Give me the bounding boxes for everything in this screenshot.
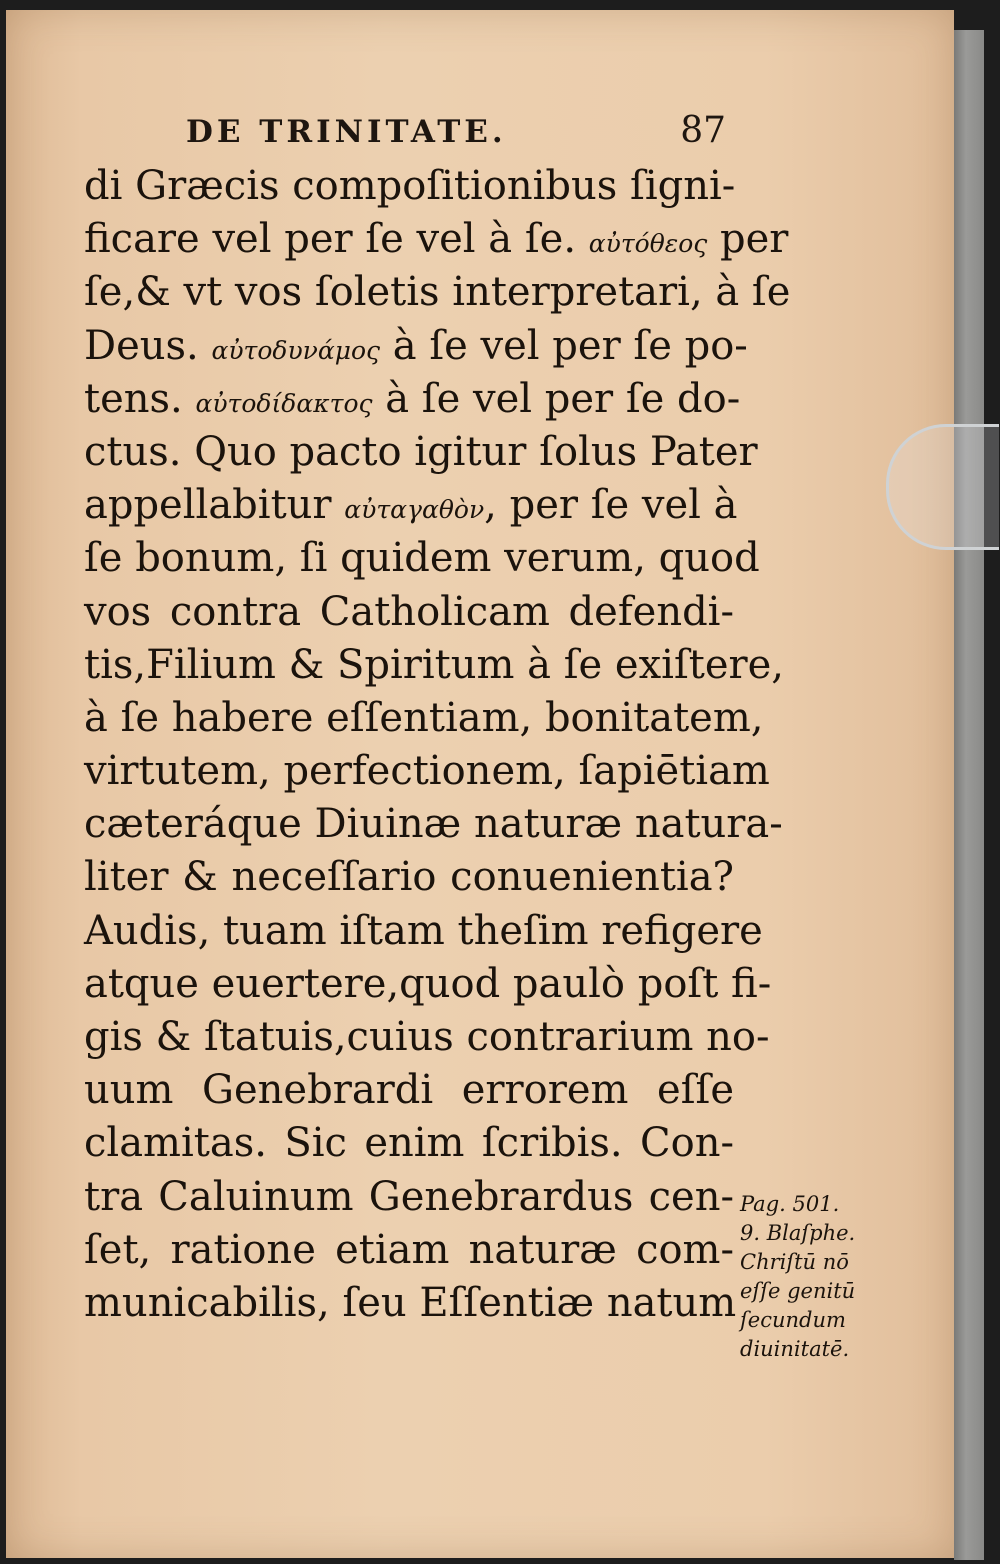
text-line: [84, 320, 748, 373]
marginal-line: 9. Blaſphe.: [740, 1221, 856, 1245]
text-line: [84, 1064, 734, 1117]
text-line: [84, 160, 734, 213]
marginal-note: [740, 1190, 890, 1364]
text-run: à ſe vel per ſe po-: [380, 322, 748, 369]
text-run: ficare vel per ſe vel à ſe.: [84, 216, 589, 263]
text-run: à ſe vel per ſe do-: [372, 375, 741, 422]
text-run: clamitas. Sic enim ſcribis. Con-: [84, 1120, 734, 1167]
text-run: tra Caluinum Genebrardus cen-: [84, 1173, 734, 1220]
greek-word: αὐταγαθὸν: [344, 495, 485, 525]
text-line: [84, 426, 758, 479]
paper-clip: [886, 424, 999, 550]
marginal-line: eſſe genitū: [740, 1279, 856, 1303]
book-page: [6, 10, 954, 1558]
text-line: [84, 1277, 737, 1330]
text-run: Deus.: [84, 322, 212, 369]
text-run: tens.: [84, 375, 196, 422]
text-line: [84, 266, 791, 319]
text-run: di Græcis compoſitionibus ſigni-: [84, 163, 736, 209]
greek-word: αὐτόθεος: [588, 229, 708, 259]
text-line: [84, 1011, 770, 1064]
page-number: 87: [680, 110, 726, 151]
text-line: [84, 1224, 734, 1277]
text-run: ſet, ratione etiam naturæ com-: [84, 1226, 734, 1273]
page-header: [186, 110, 726, 160]
text-run: , per ſe vel à: [484, 482, 738, 529]
text-run: per: [707, 216, 789, 263]
text-run: ctus. Quo pacto igitur ſolus Pater: [84, 428, 758, 475]
text-line: [84, 851, 734, 904]
text-run: à ſe habere eſſentiam, bonitatem,: [84, 694, 764, 741]
text-run: atque euertere,quod paulò poſt fi-: [84, 960, 772, 1007]
running-head: DE TRINITATE.: [186, 114, 507, 150]
text-run: cæteráque Diuinæ naturæ natura-: [84, 801, 783, 848]
text-run: Audis, tuam iſtam theſim refigere: [84, 907, 763, 954]
text-run: ſe,& vt vos ſoletis interpretari, à ſe: [84, 269, 791, 316]
text-run: vos contra Catholicam defendi-: [84, 588, 734, 635]
text-run: virtutem, perfectionem, ſapiētiam: [84, 748, 770, 795]
text-line: [84, 1117, 734, 1170]
text-line: [84, 479, 738, 532]
text-line: [84, 692, 764, 745]
text-run: tis,Filium & Spiritum à ſe exiſtere,: [84, 641, 784, 688]
text-line: [84, 1171, 734, 1224]
marginal-line: ſecundum: [740, 1308, 846, 1332]
page-edge: [954, 30, 984, 1560]
marginal-line: diuinitatē.: [740, 1337, 850, 1361]
greek-word: αὐτοδίδακτος: [195, 388, 373, 418]
text-run: ſe bonum, ſi quidem verum, quod: [84, 535, 760, 582]
text-line: [84, 905, 763, 958]
marginal-line: Chriſtū nō: [740, 1250, 849, 1274]
text-line: [84, 586, 734, 639]
text-line: [84, 798, 783, 851]
text-run: uum Genebrardi errorem eſſe: [84, 1067, 734, 1114]
text-line: [84, 639, 784, 692]
text-line: [84, 373, 741, 426]
text-line: [84, 213, 789, 266]
text-run: gis & ſtatuis,cuius contrarium no-: [84, 1014, 770, 1060]
text-run: municabilis, ſeu Eſſentiæ natum: [84, 1279, 737, 1326]
text-line: [84, 532, 760, 585]
text-run: appellabitur: [84, 482, 345, 529]
marginal-line: Pag. 501.: [740, 1192, 840, 1216]
text-line: [84, 958, 772, 1011]
greek-word: αὐτοδυνάμος: [211, 335, 381, 365]
text-run: liter & neceſſario conuenientia?: [84, 854, 734, 901]
text-line: [84, 745, 770, 798]
